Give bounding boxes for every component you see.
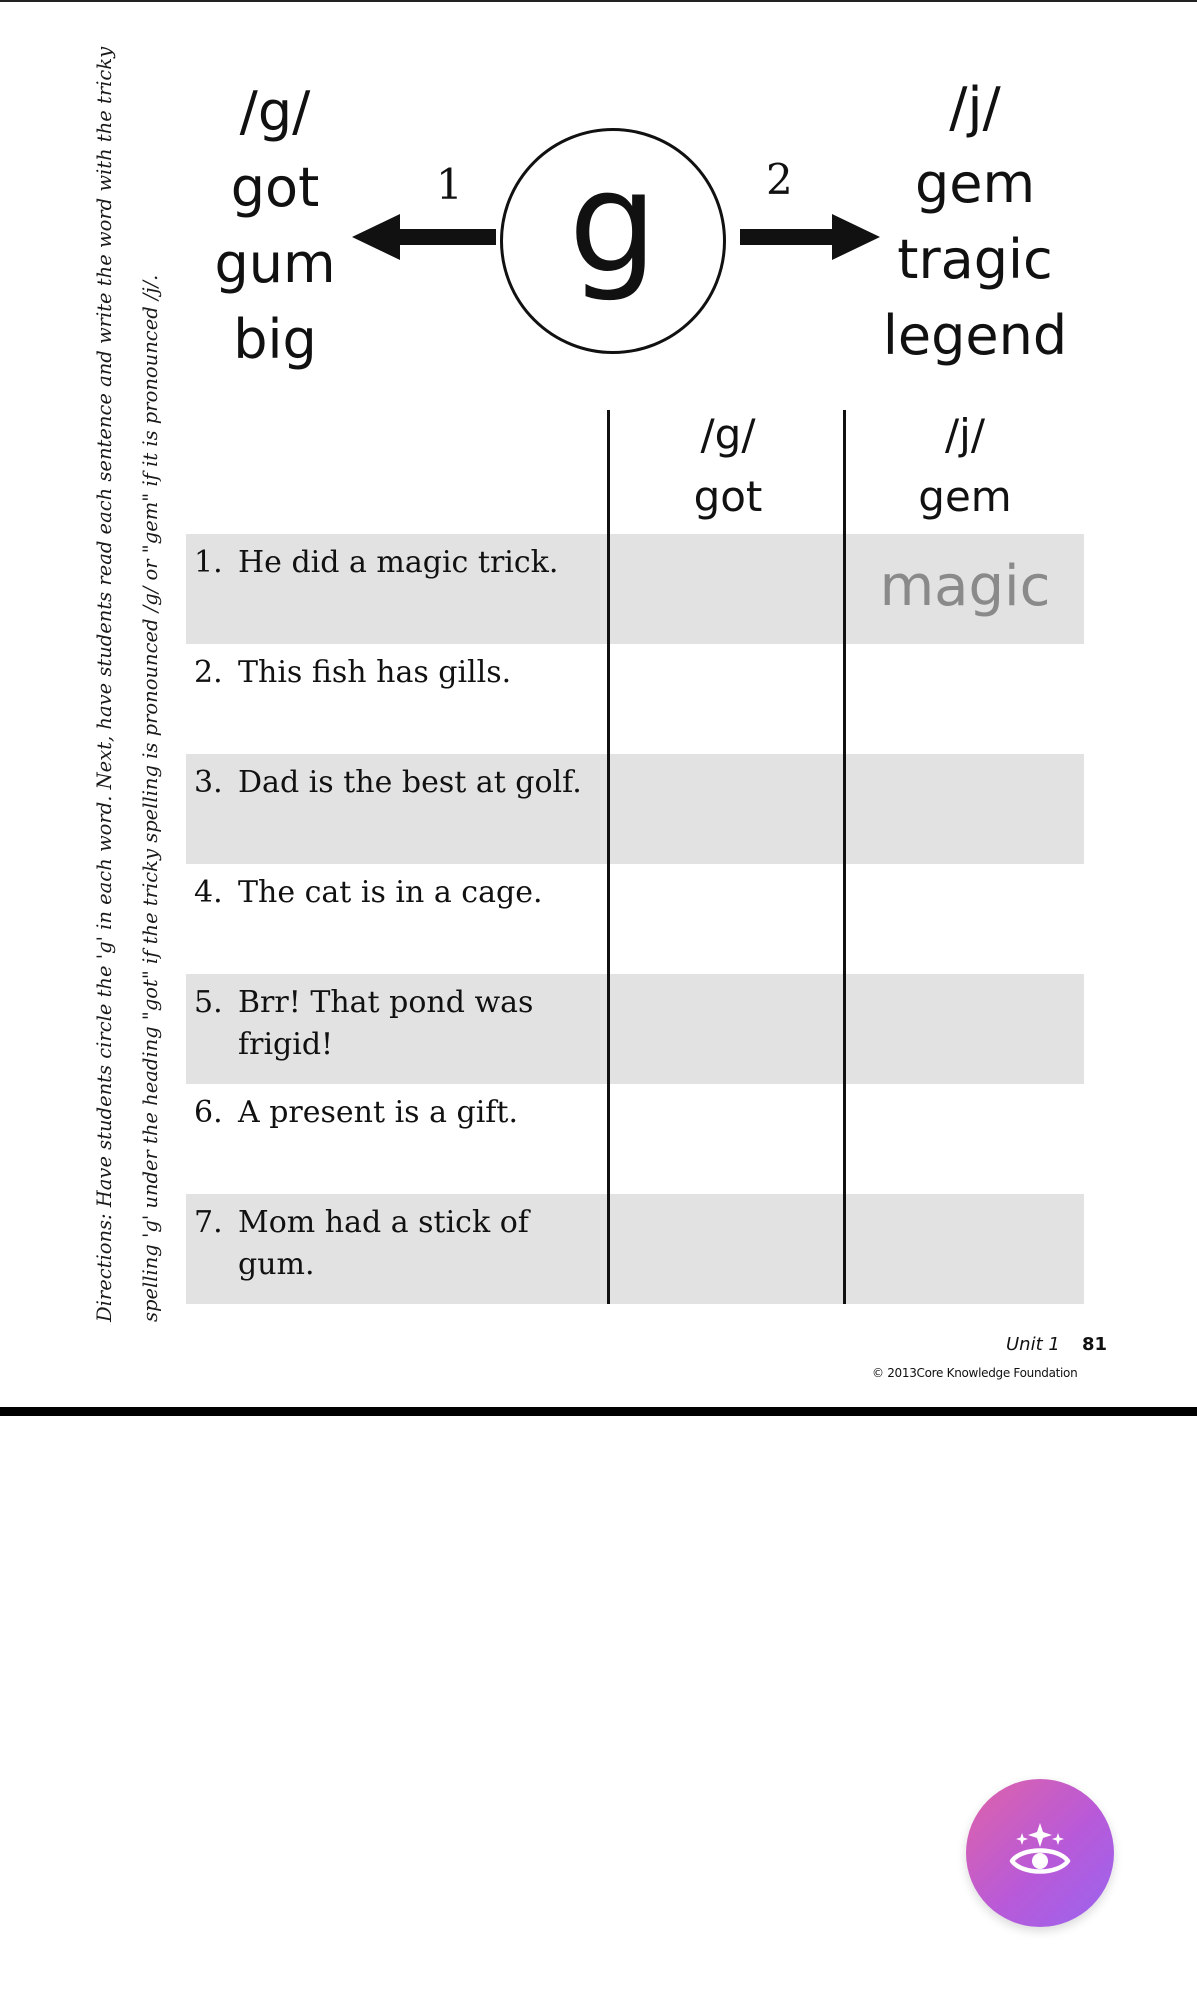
hard-g-word: got [230,156,320,219]
table-row [186,754,1084,864]
directions-line-2: spelling 'g' under the heading "got" if the tricky spelling is pronounced /g/ or "gem" if it is pronounced /j/. [139,274,162,1322]
column-divider [843,410,846,1304]
center-letter-circle [500,128,726,354]
row-number: 2. [194,655,223,690]
sentence-text: A present is a gift. [238,1095,519,1130]
table-row [186,644,1084,754]
answer-gem[interactable]: magic [879,554,1051,619]
row-number: 1. [194,545,223,580]
directions-text [82,46,174,1322]
soft-g-word: legend [882,304,1068,367]
sentence [194,1092,599,1134]
column-header-word: got [693,472,763,521]
soft-g-sound: /j/ [949,76,1001,139]
soft-g-word: gem [914,152,1036,215]
visual-assist-button[interactable] [966,1779,1114,1927]
top-divider [0,0,1197,2]
soft-g-word: tragic [897,228,1053,291]
table-row [186,864,1084,974]
sparkle-eye-icon [1004,1817,1076,1889]
column-divider [607,410,610,1304]
row-number: 4. [194,875,223,910]
sentence-text: Mom had a stick of gum. [238,1205,529,1282]
table-row [186,974,1084,1084]
page-number: 81 [1082,1334,1108,1355]
row-number: 6. [194,1095,223,1130]
column-header-word: gem [918,472,1012,521]
sentence [194,542,599,584]
sentence-text: This fish has gills. [238,655,512,690]
sentence-text: The cat is in a cage. [238,875,543,910]
center-letter: g [568,142,658,305]
column-header-sound: /j/ [945,410,985,459]
hard-g-word: big [233,308,317,371]
sentence-text: Dad is the best at golf. [238,765,582,800]
sentence [194,762,624,804]
page-bottom-divider [0,1407,1197,1416]
column-header-gem [846,404,1084,528]
column-header-got [610,404,846,528]
footer-unit: Unit 1 [1006,1334,1060,1355]
directions-line-1: Directions: Have students circle the 'g' in each word. Next, have students read each sentence and write the word with the tricky [93,46,116,1322]
sentence [194,652,599,694]
sentence [194,872,599,914]
soft-g-word-list [855,70,1095,374]
copyright: © 2013Core Knowledge Foundation [872,1366,1078,1380]
hard-g-sound: /g/ [239,80,311,143]
row-number: 7. [194,1205,223,1240]
column-header-sound: /g/ [700,410,756,459]
table-row [186,1084,1084,1194]
hard-g-word: gum [214,232,336,295]
sentence-text: He did a magic trick. [238,545,559,580]
row-number: 3. [194,765,223,800]
arrow-left-number: 1 [436,160,463,209]
arrow-right-number: 2 [766,155,793,204]
table-row [186,1194,1084,1304]
sentence-text: Brr! That pond was frigid! [238,985,534,1062]
sentence [194,982,599,1066]
table-row [186,534,1084,644]
row-number: 5. [194,985,223,1020]
sentence [194,1202,599,1286]
arrow-left-icon [352,212,496,262]
hard-g-word-list [180,74,370,378]
